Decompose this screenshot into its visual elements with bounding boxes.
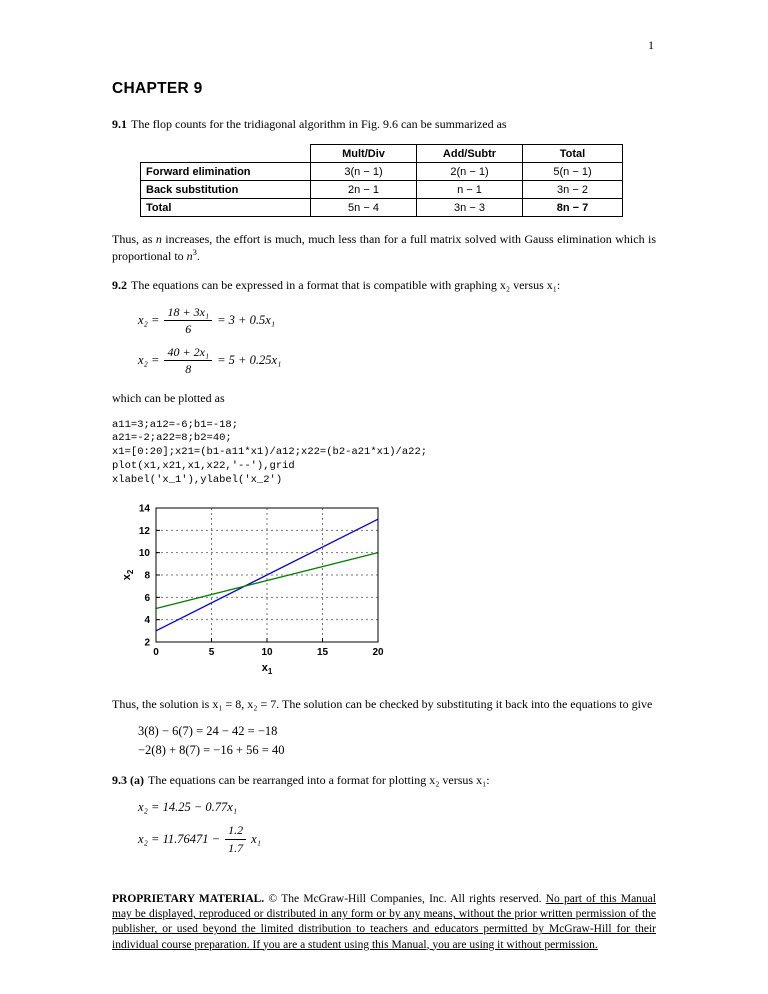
table-row-back-substitution xyxy=(141,181,623,199)
check-equation-2: −2(8) + 8(7) = −16 + 56 = 40 xyxy=(138,742,285,757)
problem-9-2-label: 9.2 xyxy=(112,277,127,292)
svg-text:12: 12 xyxy=(138,525,150,537)
table-cell: 5n − 4 xyxy=(311,199,417,217)
column-header-total: Total xyxy=(523,145,623,163)
code-line: plot(x1,x21,x1,x22,'--'),grid xyxy=(112,460,295,473)
table-cell: 3(n − 1) xyxy=(311,163,417,181)
equation-9-3-second xyxy=(138,823,656,855)
chapter-title: CHAPTER 9 xyxy=(112,80,203,97)
table-cell: 2n − 1 xyxy=(311,181,417,199)
problem-9-1-intro xyxy=(112,116,656,132)
code-line: x1=[0:20];x21=(b1-a11*x1)/a12;x22=(b2-a21*x1)/a22; xyxy=(112,446,428,459)
equation-rhs: = 3 + 0.5x₁ xyxy=(217,313,276,328)
svg-text:2: 2 xyxy=(144,637,150,649)
column-header-multdiv: Mult/Div xyxy=(311,145,417,163)
problem-9-3-label: 9.3 (a) xyxy=(112,772,144,787)
svg-text:20: 20 xyxy=(372,646,384,658)
check-equation-1: 3(8) − 6(7) = 24 − 42 = −18 xyxy=(138,723,278,738)
equation-rhs: x₁ xyxy=(251,831,261,846)
fraction-numerator: 1.2 xyxy=(225,823,246,839)
svg-text:x1: $x_1$ xyxy=(261,661,273,676)
fraction-numerator: 18 + 3x₁ xyxy=(164,305,212,321)
row-label: Back substitution xyxy=(141,181,311,199)
problem-9-3-intro xyxy=(112,772,656,788)
text-segment: Thus, as xyxy=(112,232,156,247)
code-line: a11=3;a12=-6;b1=-18; xyxy=(112,418,239,431)
table-cell: 2(n − 1) xyxy=(417,163,523,181)
equation-lhs: x₂ = xyxy=(138,313,160,328)
svg-text:10: 10 xyxy=(138,547,150,559)
plotted-as-text: which can be plotted as xyxy=(112,391,225,406)
fraction-denominator: 8 xyxy=(185,361,192,376)
plot-figure xyxy=(116,502,656,684)
svg-text:6: 6 xyxy=(144,592,150,604)
text-segment: increases, the effort is much, much less than for a full matrix solved with Gauss elimination which is proportional to xyxy=(112,232,657,264)
footer-permission-text: No part of this Manual may be displayed, reproduced or distributed in any form or by any means, without the prior written permission of the publisher, or used beyond the limited distribution to teachers and educators permitted by McGraw-Hill for their individual course preparation. If you are a student using this Manual, you are using it without permission. xyxy=(112,893,656,951)
equation-lhs: x₂ = 11.76471 − xyxy=(138,831,221,846)
svg-text:14: 14 xyxy=(138,503,150,515)
variable-n: n xyxy=(186,249,193,264)
table-cell: 5(n − 1) xyxy=(523,163,623,181)
table-cell-grand-total: 8n − 7 xyxy=(523,199,623,217)
fraction-denominator: 1.7 xyxy=(228,840,244,855)
svg-text:10: 10 xyxy=(261,646,273,658)
problem-9-1-discussion xyxy=(112,231,656,264)
copyright-footer xyxy=(112,892,656,953)
table-header-row xyxy=(141,145,623,163)
fraction xyxy=(225,823,246,855)
svg-text:4: 4 xyxy=(144,614,150,626)
equation-lhs: x₂ = xyxy=(138,352,160,367)
flop-count-table xyxy=(140,144,623,217)
table-row-total xyxy=(141,199,623,217)
code-line: a21=-2;a22=8;b2=40; xyxy=(112,432,232,445)
text-segment: . xyxy=(196,249,200,264)
fraction xyxy=(164,345,212,377)
problem-9-2-intro-text: The equations can be expressed in a format that is compatible with graphing x₂ versus x₁: xyxy=(131,277,561,292)
solution-discussion: Thus, the solution is x₁ = 8, x₂ = 7. The solution can be checked by substituting it back into the equations to give xyxy=(112,696,653,711)
svg-text:0: 0 xyxy=(153,646,159,658)
fraction-denominator: 6 xyxy=(185,322,192,337)
svg-text:8: 8 xyxy=(144,570,150,582)
row-label: Forward elimination xyxy=(141,163,311,181)
problem-9-1-label: 9.1 xyxy=(112,117,127,131)
fraction xyxy=(164,305,212,337)
fraction-numerator: 40 + 2x₁ xyxy=(164,345,212,361)
column-header-addsubtr: Add/Subtr xyxy=(417,145,523,163)
problem-9-1-intro-text: The flop counts for the tridiagonal algorithm in Fig. 9.6 can be summarized as xyxy=(131,117,507,131)
svg-text:x2: $x_2$ xyxy=(121,569,135,581)
footer-copyright-text: © The McGraw-Hill Companies, Inc. All rights reserved. xyxy=(264,893,546,905)
page-number: 1 xyxy=(648,38,654,52)
table-cell: 3n − 2 xyxy=(523,181,623,199)
problem-9-3-intro-text: The equations can be rearranged into a format for plotting x₂ versus x₁: xyxy=(148,772,490,787)
equation-rhs: = 5 + 0.25x₁ xyxy=(217,352,282,367)
equation-9-2-second xyxy=(138,345,656,377)
svg-text:5: 5 xyxy=(208,646,215,658)
variable-n: n xyxy=(155,232,162,247)
superscript-3: 3 xyxy=(192,247,197,258)
equation-9-3-first: x₂ = 14.25 − 0.77x₁ xyxy=(138,800,238,815)
row-label: Total xyxy=(141,199,311,217)
table-cell: n − 1 xyxy=(417,181,523,199)
equation-9-2-first xyxy=(138,305,656,337)
footer-proprietary-label: PROPRIETARY MATERIAL. xyxy=(112,893,265,905)
code-line: xlabel('x_1'),ylabel('x_2') xyxy=(112,473,283,486)
table-cell: 3n − 3 xyxy=(417,199,523,217)
matlab-code-block xyxy=(112,419,656,488)
problem-9-2-intro xyxy=(112,277,656,293)
svg-text:15: 15 xyxy=(316,646,329,658)
table-corner-cell xyxy=(141,145,311,163)
table-row-forward-elimination xyxy=(141,163,623,181)
solution-line-plot xyxy=(116,502,436,680)
